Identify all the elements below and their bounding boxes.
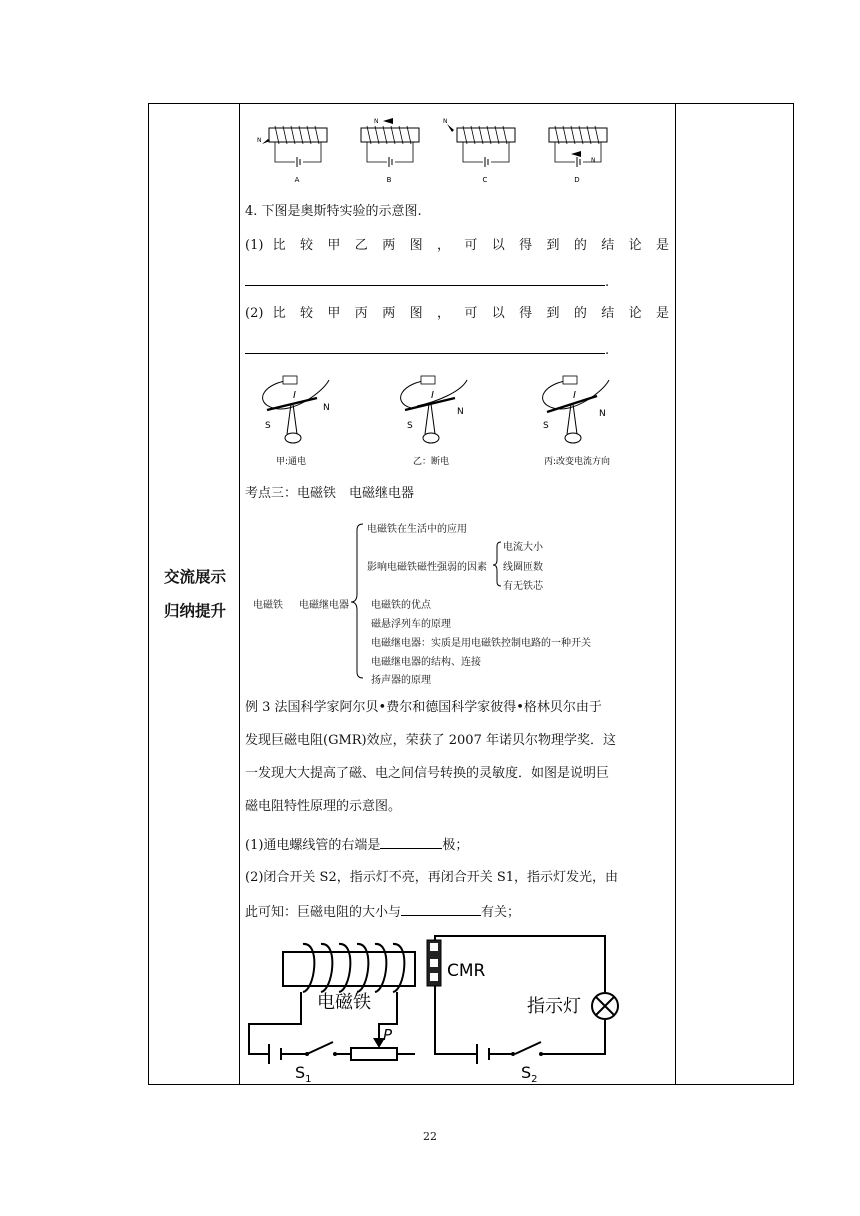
battery-s2 [477,1044,489,1064]
electromagnet-label: 电磁铁 [317,992,371,1013]
mindmap-item: 电磁铁在生活中的应用 [367,524,467,535]
oersted-fig-jia [263,376,330,467]
pole-n: N [323,403,330,413]
needle-pole-c: N [443,118,448,125]
mindmap-item: 电磁继电器：实质是用电磁铁控制电路的一种开关 [371,638,591,649]
solenoid-figures [249,118,619,190]
switch-s2-label: $S_2$ [521,1063,538,1084]
answer-blank[interactable] [401,901,481,916]
example3-line: 一发现大大提高了磁、电之间信号转换的灵敏度．如图是说明巨 [245,766,610,781]
switch-s2 [515,1042,541,1054]
right-circuit-wire [435,936,605,1054]
example3-q1: (1)通电螺线管的右端是 极； [245,834,669,856]
switch-s1-label: $S_1$ [295,1063,312,1084]
solenoid-label-b: B [386,176,392,184]
solenoid-a [262,126,327,167]
column-divider [675,104,676,1084]
oersted-figures [249,372,669,470]
pole-s: S [543,421,549,431]
column-divider [239,104,240,1084]
mindmap [245,518,669,684]
needle-pole-d: N [591,157,596,164]
q4-item1: (1) 比 较 甲 乙 两 图 ， 可 以 得 到 的 结 论 是 [245,238,669,253]
solenoid-label-c: C [482,176,488,184]
switch-s1 [307,1042,333,1054]
electromagnet-core [283,952,415,986]
pole-n: N [457,407,464,417]
cmr-label: CMR [447,961,486,981]
example3-line: 磁电阻特性原理的示意图。 [245,799,402,814]
solenoid-label-d: D [574,176,580,184]
needle-pole-a: N [257,137,262,144]
battery-s1 [269,1044,281,1064]
mindmap-sub-item: 有无铁芯 [503,581,543,592]
q4-item1-answer-line: . [245,271,669,293]
oersted-fig-bing [543,376,610,467]
answer-blank[interactable] [245,271,605,286]
solenoid-c [447,124,515,167]
content-table [148,103,794,1085]
mindmap-sub-item: 电流大小 [503,542,543,553]
oersted-fig-yi [401,376,467,467]
pole-s: S [265,421,271,431]
current-label: I [293,390,296,401]
rheostat [351,1048,397,1060]
answer-blank[interactable] [380,834,442,849]
lamp-label: 指示灯 [527,996,581,1017]
pole-s: S [407,421,413,431]
gmr-circuit [245,934,669,1084]
needle-pole-b: N [374,118,379,125]
section-label-line1: 交流展示 [163,568,226,586]
mindmap-item: 电磁铁的优点 [371,600,431,611]
example3-line: 例 3 法国科学家阿尔贝•费尔和德国科学家彼得•格林贝尔由于 [245,700,602,715]
mindmap-item: 扬声器的原理 [371,675,431,686]
mindmap-item: 磁悬浮列车的原理 [371,619,451,630]
example3-q2-line2: 此可知：巨磁电阻的大小与 有关； [245,901,669,923]
q4-item2-answer-line: . [245,339,669,361]
example3-line: 发现巨磁电阻(GMR)效应，荣获了 2007 年诺贝尔物理学奖．这 [245,733,616,748]
section-label-line2: 归纳提升 [163,602,226,620]
mindmap-root-2: 电磁继电器 [299,600,349,611]
section-label [149,104,239,1084]
example3-q2-line1: (2)闭合开关 S2，指示灯不亮，再闭合开关 S1，指示灯发光，由 [245,870,619,885]
mindmap-item: 影响电磁铁磁性强弱的因素 [367,562,487,573]
solenoid-d [549,126,607,167]
caption-bing: 丙:改变电流方向 [543,457,611,467]
pole-n: N [599,409,606,419]
kaodian3-title: 考点三：电磁铁 电磁继电器 [245,486,415,501]
caption-yi: 乙：断电 [412,457,450,467]
content-cell [245,104,669,1084]
page-number: 22 [423,1130,437,1143]
answer-blank[interactable] [245,339,605,354]
current-label: I [431,390,434,401]
q4-stem: 4. 下图是奥斯特实验的示意图. [245,204,422,219]
caption-jia: 甲:通电 [275,457,307,467]
mindmap-item: 电磁继电器的结构、连接 [371,657,481,668]
mindmap-root-1: 电磁铁 [253,600,283,611]
current-label: I [573,390,576,401]
slider-label: P [383,1026,393,1044]
q4-item2: (2) 比 较 甲 丙 两 图 ， 可 以 得 到 的 结 论 是 [245,306,669,321]
solenoid-label-a: A [294,176,300,184]
solenoid-b [361,118,419,167]
mindmap-sub-item: 线圈匝数 [503,562,543,573]
